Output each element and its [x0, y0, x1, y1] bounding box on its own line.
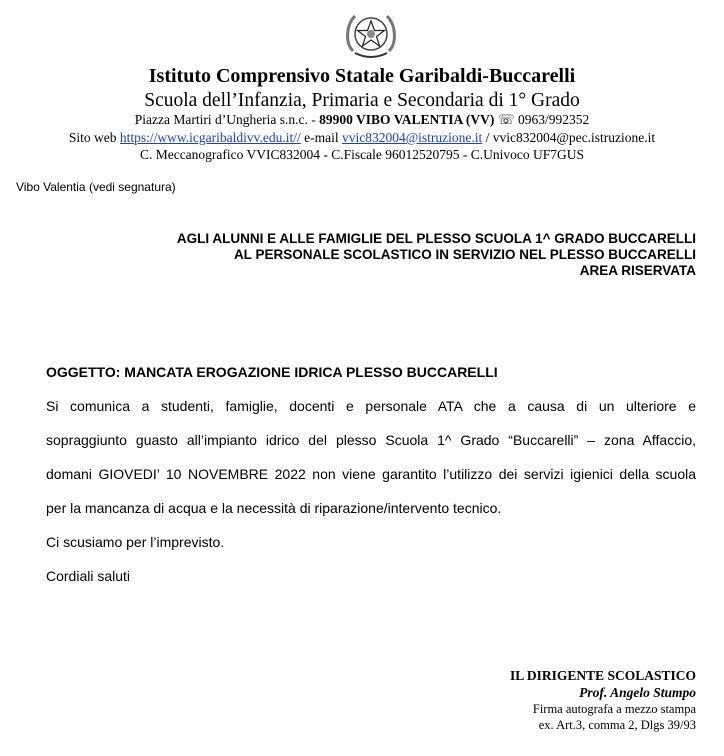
school-subtitle: Scuola dell’Infanzia, Primaria e Secondaria di 1° Grado	[144, 90, 580, 111]
recipient-line: AREA RISERVATA	[579, 263, 696, 278]
closing-greeting: Cordiali saluti	[46, 568, 131, 584]
web-line	[0, 130, 724, 146]
signature-name: Prof. Angelo Stumpo	[579, 685, 696, 700]
codes-line: C. Meccanografico VVIC832004 - C.Fiscale 96012520795 - C.Univoco UF7GUS	[139, 147, 585, 162]
body-line: domani GIOVEDI’ 10 NOVEMBRE 2022 non viene garantito l’utilizzo dei servizi igienici della scuola	[46, 466, 696, 482]
body-line: per la mancanza di acqua e la necessità di riparazione/intervento tecnico.	[46, 500, 502, 516]
web-label: Sito web	[68, 130, 120, 145]
subject-line: OGGETTO: MANCATA EROGAZIONE IDRICA PLESSO BUCCARELLI	[46, 364, 498, 380]
phone-number: 0963/992352	[517, 112, 590, 127]
closing-apology: Ci scusiamo per l’imprevisto.	[46, 534, 225, 550]
signature-note: Firma autografa a mezzo stampa	[532, 702, 696, 716]
address-text: Piazza Martiri d’Ungheria s.n.c. -	[134, 112, 320, 127]
email-label: e-mail	[300, 130, 342, 145]
address-city: 89900 VIBO VALENTIA (VV)	[319, 112, 495, 127]
body-line: Si comunica a studenti, famiglie, docenti e personale ATA che a causa di un ulteriore e	[46, 398, 696, 414]
signature-title: IL DIRIGENTE SCOLASTICO	[509, 668, 696, 683]
address-line	[0, 112, 724, 128]
recipient-line: AL PERSONALE SCOLASTICO IN SERVIZIO NEL PLESSO BUCCARELLI	[233, 247, 696, 262]
telephone-icon: ☏	[497, 112, 515, 127]
signature-note: ex. Art.3, comma 2, Dlgs 39/93	[538, 718, 696, 732]
website-link[interactable]: https://www.icgaribaldivv.edu.it//	[119, 130, 301, 145]
italian-republic-emblem-icon	[343, 7, 399, 63]
school-name: Istituto Comprensivo Statale Garibaldi-Buccarelli	[148, 65, 576, 87]
pec-email: / vvic832004@pec.istruzione.it	[482, 130, 656, 145]
recipient-line: AGLI ALUNNI E ALLE FAMIGLIE DEL PLESSO SCUOLA 1^ GRADO BUCCARELLI	[176, 231, 696, 246]
email-link[interactable]: vvic832004@istruzione.it	[341, 130, 483, 145]
body-line: sopraggiunto guasto all’impianto idrico del plesso Scuola 1^ Grado “Buccarelli” – zona Affaccio,	[46, 432, 696, 448]
place-date: Vibo Valentia (vedi segnatura)	[16, 180, 176, 194]
